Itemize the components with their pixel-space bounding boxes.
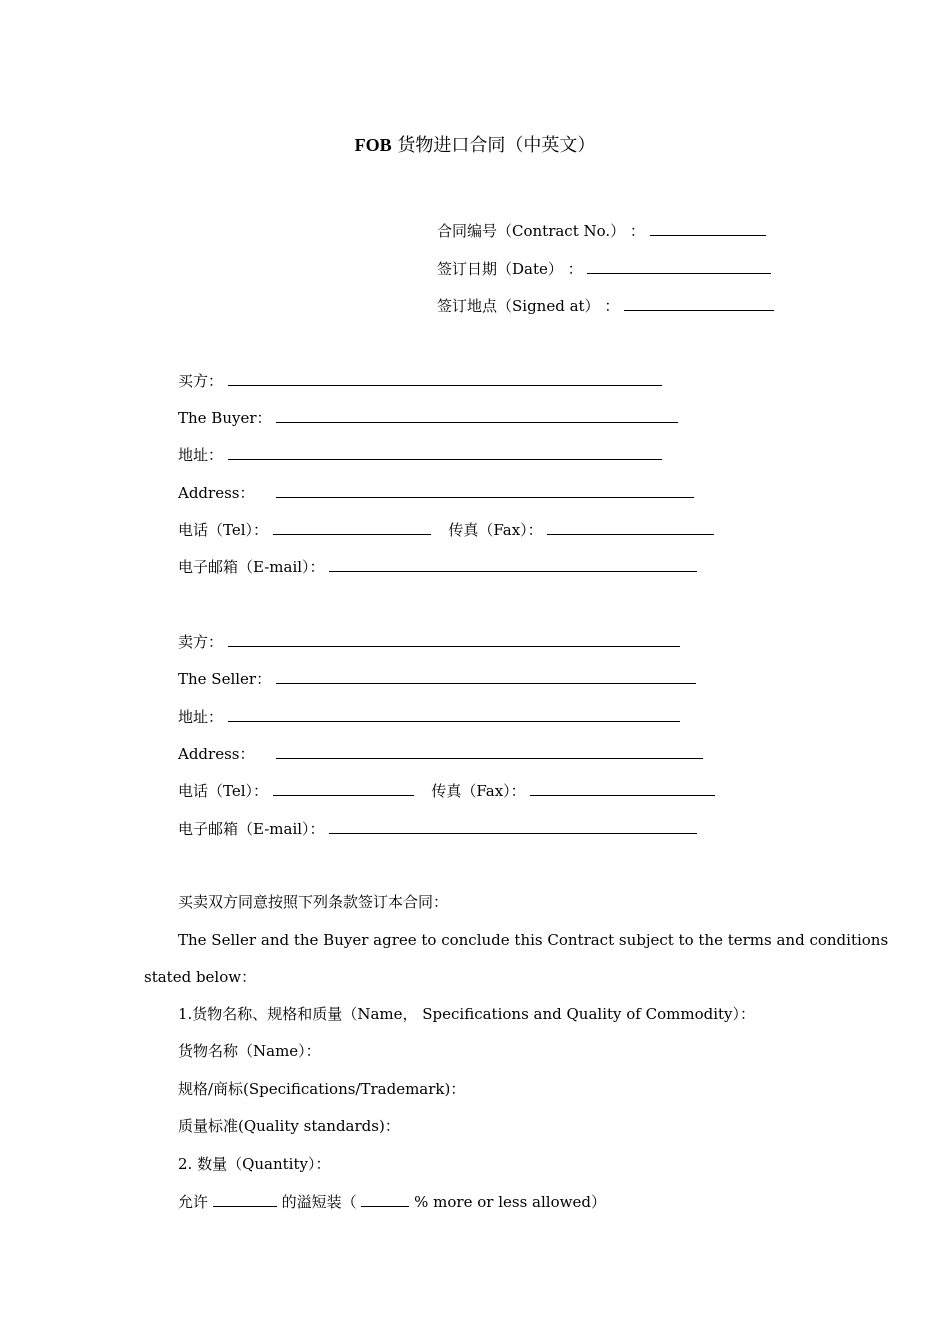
clause2-allow-field-en[interactable]	[361, 1191, 409, 1207]
seller-name-cn-field[interactable]	[228, 631, 680, 647]
signed-at-row	[437, 295, 774, 315]
seller-address-en-label: Address：	[178, 745, 255, 763]
contract-no-field[interactable]	[650, 220, 766, 236]
seller-tel-label: 电话（Tel）：	[178, 782, 269, 800]
contract-no-row	[437, 220, 766, 240]
clause2-allowance-row	[178, 1191, 606, 1211]
seller-name-en-field[interactable]	[276, 668, 696, 684]
date-row	[437, 258, 771, 278]
date-label: 签订日期（Date） ：	[437, 260, 583, 278]
agreement-en-line1: The Seller and the Buyer agree to conclude this Contract subject to the terms and conditions	[178, 931, 889, 949]
clause2-heading: 2. 数量（Quantity）：	[178, 1155, 331, 1173]
buyer-fax-field[interactable]	[547, 519, 714, 535]
seller-email-field[interactable]	[329, 818, 697, 834]
buyer-name-en-label: The Buyer：	[178, 409, 272, 427]
buyer-address-cn-field[interactable]	[228, 444, 662, 460]
buyer-name-cn-field[interactable]	[228, 370, 662, 386]
buyer-address-en-row	[178, 482, 694, 502]
seller-address-cn-label: 地址：	[178, 708, 224, 726]
clause1-quality: 质量标准(Quality standards)：	[178, 1117, 400, 1135]
clause2-allow-c: % more or less allowed）	[414, 1193, 606, 1211]
seller-tel-field[interactable]	[273, 780, 414, 796]
seller-address-en-row	[178, 743, 703, 763]
contract-no-label: 合同编号（Contract No.） ：	[437, 222, 645, 240]
seller-name-en-row	[178, 668, 696, 688]
buyer-name-en-row	[178, 407, 678, 427]
title-text: 货物进口合同（中英文）	[397, 135, 596, 156]
title-bold: FOB	[354, 135, 392, 155]
agreement-cn: 买卖双方同意按照下列条款签订本合同：	[178, 893, 449, 911]
clause2-allow-a: 允许	[178, 1193, 209, 1211]
buyer-name-cn-row	[178, 370, 662, 390]
seller-address-en-field[interactable]	[276, 743, 703, 759]
buyer-address-cn-row	[178, 444, 662, 464]
buyer-name-en-field[interactable]	[276, 407, 678, 423]
clause1-heading: 1.货物名称、规格和质量（Name， Specifications and Quality of Commodity）：	[178, 1005, 756, 1023]
seller-address-cn-field[interactable]	[228, 706, 680, 722]
seller-email-label: 电子邮箱（E-mail）：	[178, 820, 325, 838]
clause1-name: 货物名称（Name）：	[178, 1042, 321, 1060]
buyer-address-cn-label: 地址：	[178, 446, 224, 464]
seller-email-row	[178, 818, 697, 838]
buyer-address-en-label: Address：	[178, 484, 255, 502]
seller-name-en-label: The Seller：	[178, 670, 272, 688]
agreement-en-line2: stated below：	[144, 968, 257, 986]
buyer-address-en-field[interactable]	[276, 482, 694, 498]
buyer-tel-field[interactable]	[273, 519, 431, 535]
seller-fax-label: 传真（Fax）：	[431, 782, 526, 800]
signed-at-field[interactable]	[624, 295, 774, 311]
seller-address-cn-row	[178, 706, 680, 726]
buyer-email-field[interactable]	[329, 556, 697, 572]
seller-fax-field[interactable]	[530, 780, 715, 796]
buyer-fax-label: 传真（Fax）：	[448, 521, 543, 539]
clause2-allow-b: 的溢短装（	[281, 1193, 357, 1211]
buyer-tel-label: 电话（Tel）：	[178, 521, 269, 539]
clause2-allow-field-cn[interactable]	[213, 1191, 277, 1207]
signed-at-label: 签订地点（Signed at） ：	[437, 297, 620, 315]
seller-name-cn-row	[178, 631, 680, 651]
buyer-email-row	[178, 556, 697, 576]
seller-contact-row	[178, 780, 715, 800]
document-title	[0, 131, 950, 157]
clause1-spec: 规格/商标(Specifications/Trademark)：	[178, 1080, 466, 1098]
buyer-email-label: 电子邮箱（E-mail）：	[178, 558, 325, 576]
seller-name-cn-label: 卖方：	[178, 633, 224, 651]
buyer-contact-row	[178, 519, 714, 539]
date-field[interactable]	[587, 258, 771, 274]
buyer-name-cn-label: 买方：	[178, 372, 224, 390]
